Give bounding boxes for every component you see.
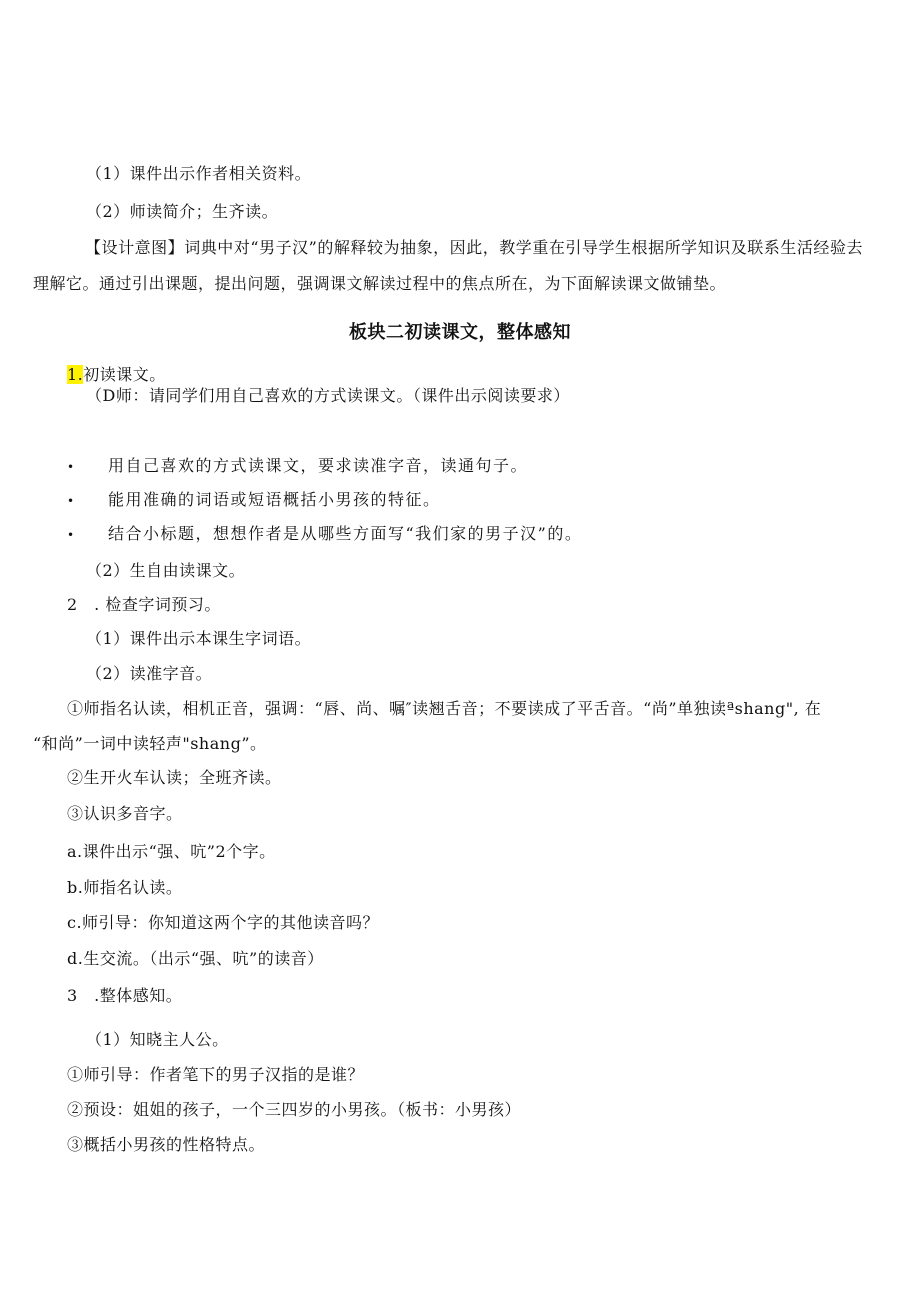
step1-sub1: （D师：请同学们用自己喜欢的方式读课文。（课件出示阅读要求）: [86, 386, 570, 405]
design-intent-paragraph: [33, 230, 863, 302]
requirement-text: 能用准确的词语或短语概括小男孩的特征。: [108, 490, 441, 509]
step2-item-d: d.生交流。（出示“强、吭”的读音）: [67, 949, 324, 968]
step1-number-highlight: 1.: [67, 365, 84, 384]
step1-sub2: （2）生自由读课文。: [86, 561, 246, 580]
step3-sub1: （1）知晓主人公。: [86, 1030, 229, 1049]
step2-point1-line2: “和尚”一词中读轻声"shang”。: [33, 734, 267, 753]
bullet-icon: •: [67, 528, 75, 542]
intro-item-1: （1）课件出示作者相关资料。: [86, 164, 312, 183]
requirement-item: [67, 455, 528, 478]
step1-label: 初读课文。: [83, 365, 166, 384]
requirement-text: 用自己喜欢的方式读课文，要求读准字音，读通句子。: [108, 456, 529, 475]
requirement-item: [67, 489, 441, 512]
section-heading: 板块二初读课文，整体感知: [349, 322, 571, 343]
step2-point1-line1: ①师指名认读，相机正音，强调：“唇、尚、嘱″读翘舌音；不要读成了平舌音。“尚”单独读ªshang", 在: [67, 699, 822, 718]
bullet-icon: •: [67, 460, 75, 474]
requirement-text: 结合小标题，想想作者是从哪些方面写“我们家的男子汉”的。: [108, 524, 583, 543]
step3-question-3: ③概括小男孩的性格特点。: [67, 1135, 266, 1154]
step2-title: 2 . 检查字词预习。: [67, 595, 221, 614]
step3-title: 3 .整体感知。: [67, 986, 183, 1005]
design-intent-text: 词典中对“男子汉”的解释较为抽象，因此，教学重在引导学生根据所学知识及联系生活经验去理解它。通过引出课题，提出问题，强调课文解读过程中的焦点所在，为下面解读课文做铺垫。: [33, 238, 863, 293]
design-intent-label: 【设计意图】: [85, 238, 185, 257]
step2-point2: ②生开火车认读；全班齐读。: [67, 768, 282, 787]
step2-point3: ③认识多音字。: [67, 804, 183, 823]
step2-sub2: （2）读准字音。: [86, 664, 213, 683]
bullet-icon: •: [67, 494, 75, 508]
step2-item-c: c.师引导：你知道这两个字的其他读音吗？: [67, 913, 380, 932]
intro-item-2: （2）师读简介；生齐读。: [86, 202, 279, 221]
step3-question-2: ②预设：姐姐的孩子，一个三四岁的小男孩。（板书：小男孩）: [67, 1100, 522, 1119]
step2-sub1: （1）课件出示本课生字词语。: [86, 629, 312, 648]
requirement-item: [67, 523, 582, 546]
step2-item-a: a.课件出示“强、吭”2个字。: [67, 842, 276, 861]
step3-question-1: ①师引导：作者笔下的男子汉指的是谁？: [67, 1065, 365, 1084]
step2-item-b: b.师指名认读。: [67, 878, 183, 897]
step1-title: [67, 364, 166, 386]
